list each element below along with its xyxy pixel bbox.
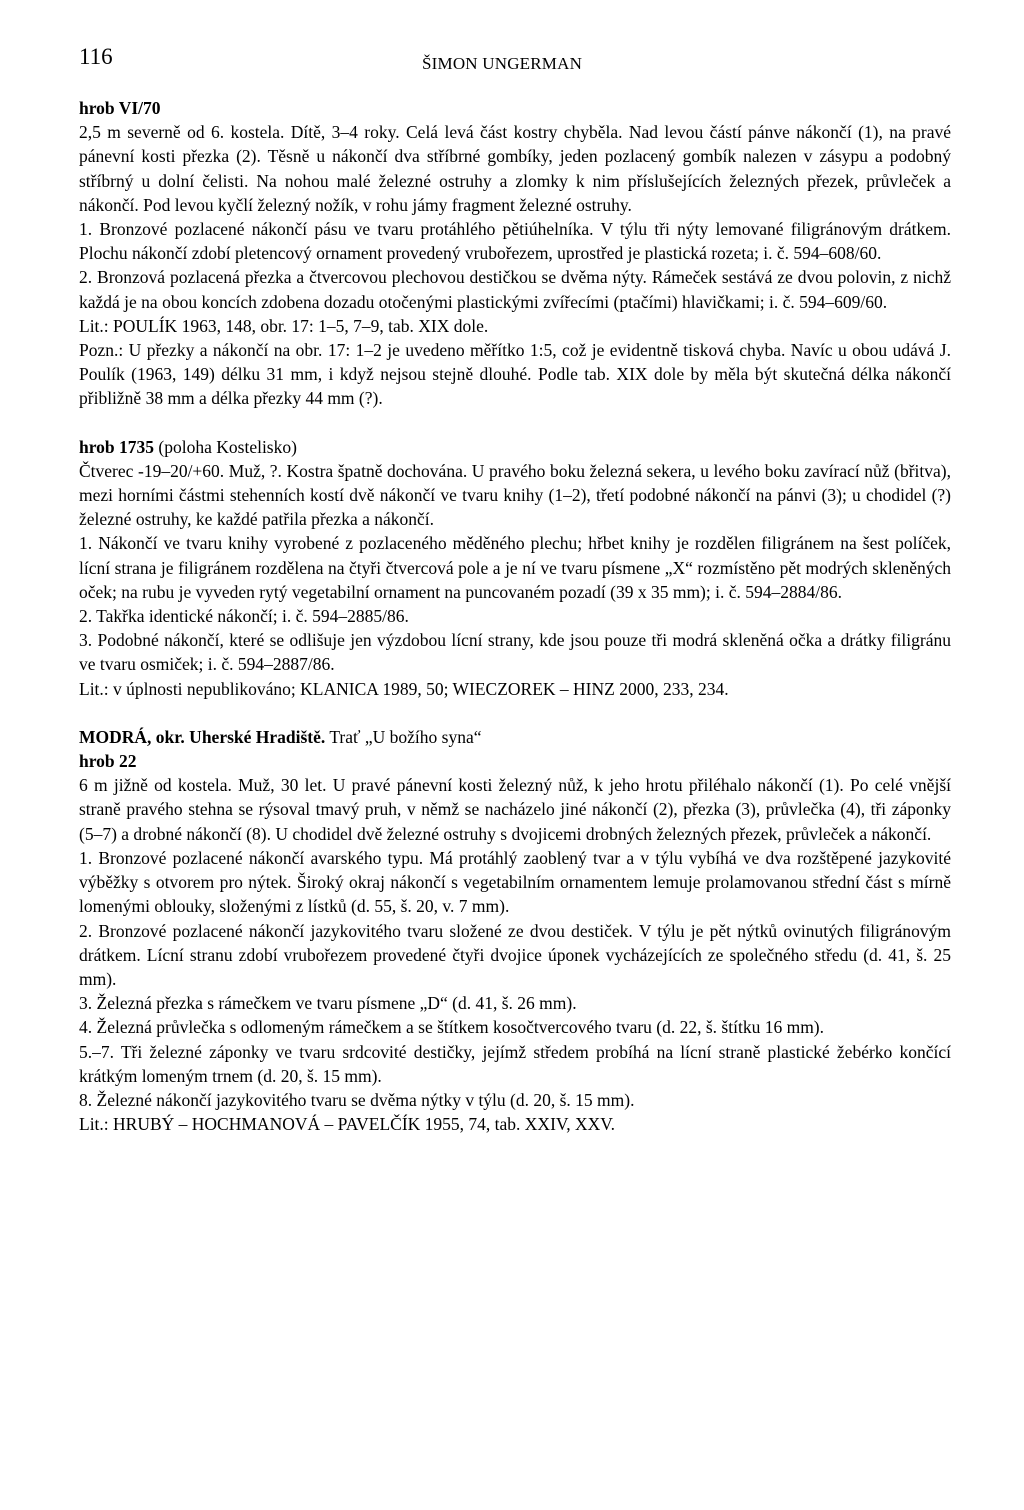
paragraph: 5.–7. Tři železné záponky ve tvaru srdcovité destičky, jejímž středem probíhá na lícní straně plastické žebérko končící krátkým lomeným trnem (d. 20, š. 15 mm).	[79, 1041, 951, 1086]
site-entry-modra	[79, 725, 951, 1136]
section-heading: hrob 1735	[79, 436, 155, 457]
grave-entry-1735	[79, 435, 951, 701]
site-heading: MODRÁ, okr. Uherské Hradiště.	[79, 726, 326, 747]
section-heading-note: (poloha Kostelisko)	[154, 436, 297, 457]
page-number: 116	[79, 44, 113, 69]
paragraph: Čtverec -19–20/+60. Muž, ?. Kostra špatně dochována. U pravého boku železná sekera, u levého boku zavírací nůž (břitva), mezi horními částmi stehenních kostí dvě nákončí ve tvaru knihy (1–2), třetí podobné nákončí na pánvi (3); u chodidel (?) železné ostruhy, ke každé patřila přezka a nákončí.	[79, 460, 951, 530]
paragraph: 4. Železná průvlečka s odlomeným rámečkem a se štítkem kosočtvercového tvaru (d. 22, š. štítku 16 mm).	[79, 1017, 825, 1038]
paragraph: 2. Bronzová pozlacená přezka a čtvercovou plechovou destičkou se dvěma nýty. Rámeček sestává ze dvou polovin, z nichž každá je na obou koncích zdobena dozadu otočenými plastickými zvířecími (ptačími) hlavičkami; i. č. 594–609/60.	[79, 267, 951, 312]
running-title: ŠIMON UNGERMAN	[422, 54, 583, 73]
paragraph: Lit.: POULÍK 1963, 148, obr. 17: 1–5, 7–9, tab. XIX dole.	[79, 315, 489, 336]
paragraph: 1. Bronzové pozlacené nákončí avarského typu. Má protáhlý zaoblený tvar a v týlu vybíhá ve dva rozštěpené jazykovité výběžky s otvorem pro nýtek. Široký okraj nákončí s vegetabilním ornamentem lemuje prolamovanou střední část s mírně lomenými oblouky, složenými z lístků (d. 55, š. 20, v. 7 mm).	[79, 847, 951, 917]
paragraph: Lit.: HRUBÝ – HOCHMANOVÁ – PAVELČÍK 1955, 74, tab. XXIV, XXV.	[79, 1114, 616, 1135]
paragraph: 6 m jižně od kostela. Muž, 30 let. U pravé pánevní kosti železný nůž, k jeho hrotu přiléhalo nákončí (1). Po celé vnější straně pravého stehna se rýsoval tmavý pruh, v němž se nacházelo jiné nákončí (2), přezka (3), průvlečka (4), tři záponky (5–7) a drobné nákončí (8). U chodidel dvě železné ostruhy s dvojicemi drobných železných přezek, průvleček a nákončí.	[79, 775, 951, 844]
site-heading-note: Trať „U božího syna“	[325, 726, 482, 747]
paragraph: Lit.: v úplnosti nepublikováno; KLANICA 1989, 50; WIECZOREK – HINZ 2000, 233, 234.	[79, 678, 729, 699]
paragraph: 3. Železná přezka s rámečkem ve tvaru písmene „D“ (d. 41, š. 26 mm).	[79, 993, 577, 1014]
paragraph: 2. Takřka identické nákončí; i. č. 594–2885/86.	[79, 606, 409, 627]
paragraph: 1. Nákončí ve tvaru knihy vyrobené z pozlaceného měděného plechu; hřbet knihy je rozdělen filigránem na šest políček, lícní strana je filigránem rozdělena na čtyři čtvercová pole a je ní ve tvaru písmene „X“ rozmístěno pět modrých skleněných oček; na rubu je vyveden rytý vegetabilní ornament na puncovaném pozadí (39 x 35 mm); i. č. 594–2884/86.	[79, 533, 951, 602]
paragraph: 2. Bronzové pozlacené nákončí jazykovitého tvaru složené ze dvou destiček. V týlu je pět nýtků ovinutých filigránovým drátkem. Lícní stranu zdobí vrubořezem provedené čtyři dvojice úponek vycházejících ze společného středu (d. 41, š. 25 mm).	[79, 920, 951, 989]
section-heading-line	[79, 435, 951, 459]
section-heading: hrob VI/70	[79, 98, 161, 118]
paragraph: 2,5 m severně od 6. kostela. Dítě, 3–4 roky. Celá levá část kostry chyběla. Nad levou částí pánve nákončí (1), na pravé pánevní kosti přezka (2). Těsně u nákončí dva stříbrné gombíky, jeden pozlacený gombík nalezen v zásypu a podobný stříbrný u dolní čelisti. Na nohou malé železné ostruhy a zlomky k nim příslušejících železných přezek, průvleček a nákončí. Pod levou kyčlí železný nožík, v rohu jámy fragment železné ostruhy.	[79, 122, 951, 215]
site-heading-line	[79, 725, 951, 749]
section-heading: hrob 22	[79, 751, 137, 772]
paragraph: 8. Železné nákončí jazykovitého tvaru se dvěma nýtky v týlu (d. 20, š. 15 mm).	[79, 1089, 635, 1110]
page-body	[79, 96, 951, 1160]
paragraph: Pozn.: U přezky a nákončí na obr. 17: 1–2 je uvedeno měřítko 1:5, což je evidentně tisková chyba. Navíc u obou udává J. Poulík (1963, 149) délku 31 mm, i když nejsou stejně dlouhé. Podle tab. XIX dole by měla být skutečná délka nákončí přibližně 38 mm a délka přezky 44 mm (?).	[79, 340, 951, 409]
paragraph: 1. Bronzové pozlacené nákončí pásu ve tvaru protáhlého pětiúhelníka. V týlu tři nýty lemované filigránovým drátkem. Plochu nákončí zdobí pletencový ornament provedený vrubořezem, uprostřed je plastická rozeta; i. č. 594–608/60.	[79, 219, 951, 264]
paragraph: 3. Podobné nákončí, které se odlišuje jen výzdobou lícní strany, kde jsou pouze tři modrá skleněná očka a drátky filigránu ve tvaru osmiček; i. č. 594–2887/86.	[79, 630, 951, 675]
grave-entry-vi-70	[79, 96, 951, 411]
